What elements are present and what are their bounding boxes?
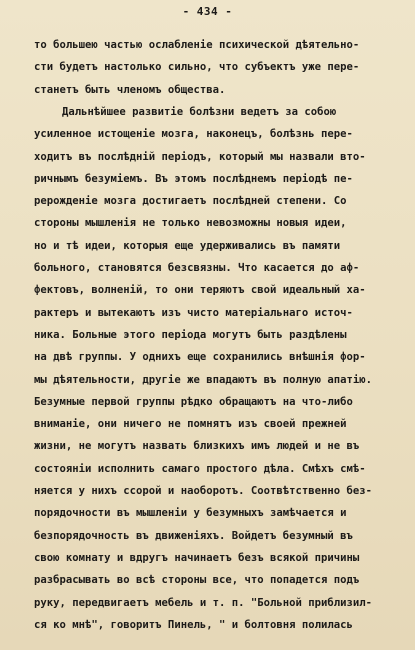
text-line: ника. Больные этого періода могутъ быть раздѣлены (34, 328, 347, 341)
text-line: няется у нихъ ссорой и наоборотъ. Соотвѣтственно без- (34, 485, 373, 497)
text-line: то большею частью ослабленіе психической дѣятельно- (34, 39, 360, 51)
text-line: свою комнату и вдругъ начинаетъ безъ всякой причины (34, 551, 360, 564)
text-line: жизни, не могутъ назвать близкихъ имъ людей и не въ (34, 440, 360, 453)
text-line: рактеръ и вытекаютъ изъ чисто матеріальнаго источ- (34, 306, 353, 319)
text-line: состояніи исполнить самаго простого дѣла. Смѣхъ смѣ- (34, 462, 366, 475)
text-line: рерожденіе мозга достигаетъ послѣдней степени. Со (34, 195, 347, 208)
text-line: но и тѣ идеи, которыя еще удерживались въ памяти (34, 239, 341, 252)
text-line: Дальнѣйшее развитіе болѣзни ведетъ за собою (62, 105, 337, 118)
text-line: порядочности въ мышленіи у безумныхъ замѣчается и (34, 507, 347, 520)
text-line: станетъ быть членомъ общества. (34, 83, 226, 96)
text-line: на двѣ группы. У однихъ еще сохранились внѣшнія фор- (34, 351, 366, 364)
text-line: стороны мышленія не только невозможны новыя идеи, (34, 217, 347, 230)
text-line: Безумные первой группы рѣдко обращаютъ на что-либо (34, 395, 353, 408)
text-line: ричнымъ безуміемъ. Въ этомъ послѣднемъ періодѣ пе- (34, 172, 353, 185)
text-line: сти будетъ настолько сильно, что субъектъ уже пере- (34, 61, 360, 74)
text-line: больного, становятся безсвязны. Что касается до аф- (34, 262, 360, 274)
page-number: - 434 - (182, 5, 233, 18)
text-line: усиленное истощеніе мозга, наконецъ, болѣзнь пере- (34, 128, 353, 141)
text-line: ходитъ въ послѣдній періодъ, который мы назвали вто- (34, 150, 366, 163)
text-line: ся ко мнѣ", говоритъ Пинель, " и болтовня полилась (34, 618, 353, 631)
text-line: разбрасывать во всѣ стороны все, что попадется подъ (34, 574, 360, 587)
text-line: руку, передвигаетъ мебель и т. п. "Больной приблизил- (34, 596, 373, 609)
text-line: безпорядочность въ движеніяхъ. Войдетъ безумный въ (34, 529, 353, 542)
text-line: вниманіе, они ничего не помнятъ изъ своей прежней (34, 418, 347, 431)
text-line: мы дѣятельности, другіе же впадаютъ въ полную апатію. (34, 373, 373, 386)
text-line: фектовъ, волненій, то они теряютъ свой идеальный ха- (34, 284, 366, 297)
